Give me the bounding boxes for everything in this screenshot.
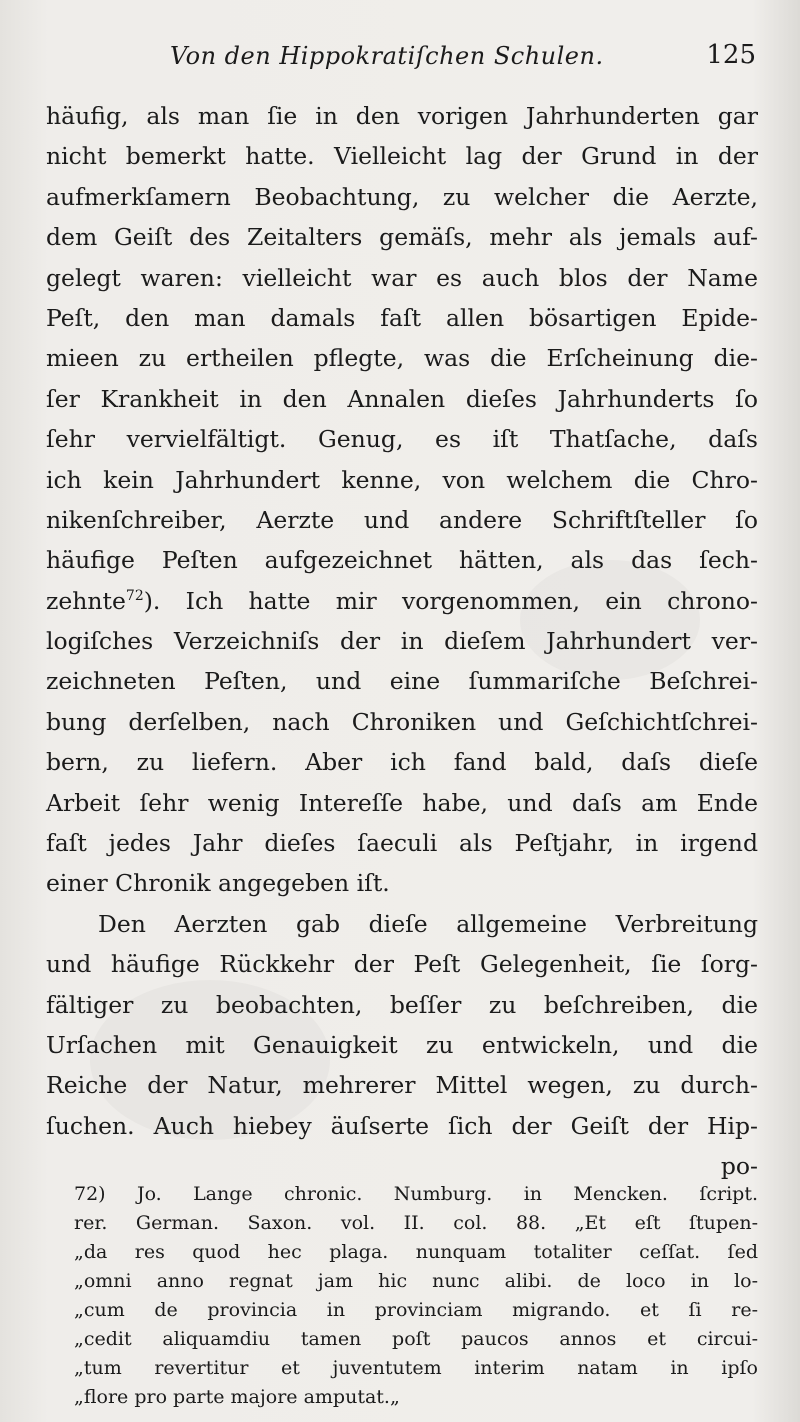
page-number: 125 (706, 40, 756, 70)
text-line: häufig, als man ſie in den vorigen Jahrhunderten gar (46, 102, 758, 130)
text-line: ſer Krankheit in den Annalen dieſes Jahrhunderts ſo (46, 384, 758, 413)
text-line: dem Geiſt des Zeitalters gemäſs, mehr als jemals auf- (46, 223, 758, 252)
text-line: nikenſchreiber, Aerzte und andere Schriftſteller ſo (46, 505, 758, 534)
footnote-line: „cum de provincia in provinciam migrando. et ſi re- (74, 1299, 758, 1321)
text-line: nicht bemerkt hatte. Vielleicht lag der Grund in der (46, 142, 758, 171)
text-line: fältiger zu beobachten, beſſer zu beſchreiben, die (46, 990, 758, 1019)
catchword: po- (720, 1152, 758, 1181)
footnote-reference: 72 (125, 587, 144, 604)
text-line: ſuchen. Auch hiebey äuſserte ſich der Geiſt der Hip- (46, 1111, 758, 1140)
text-line: gelegt waren: vielleicht war es auch blos der Name (46, 263, 758, 292)
text-line: Den Aerzten gab dieſe allgemeine Verbreitung (98, 909, 758, 938)
text-line: aufmerkſamern Beobachtung, zu welcher die Aerzte, (46, 182, 758, 211)
text-line: faſt jedes Jahr dieſes ſaeculi als Peſtjahr, in irgend (46, 829, 758, 858)
text-line: zeichneten Peſten, und eine ſummariſche Beſchrei- (46, 667, 758, 696)
running-title: Von den Hippokratiſchen Schulen. (170, 42, 604, 70)
footnote-line: „flore pro parte majore amputat.„ (74, 1386, 400, 1408)
text-line: bung derſelben, nach Chroniken und Geſchichtſchrei- (46, 707, 758, 736)
footnote-line: rer. German. Saxon. vol. II. col. 88. „Et eſt ſtupen- (74, 1212, 758, 1234)
text-line: häufige Peſten aufgezeichnet hätten, als das ſech- (46, 546, 758, 575)
text-line: Arbeit ſehr wenig Intereſſe habe, und daſs am Ende (46, 788, 758, 817)
page-header (170, 38, 760, 78)
text-line: Reiche der Natur, mehrerer Mittel wegen, zu durch- (46, 1071, 758, 1100)
text-line-with-footnote-ref (46, 581, 758, 621)
footnote-line: 72) Jo. Lange chronic. Numburg. in Mencken. ſcript. (74, 1183, 758, 1205)
text-line: bern, zu liefern. Aber ich fand bald, daſs dieſe (46, 748, 758, 777)
footnotes (46, 1180, 758, 1412)
footnote-line: „omni anno regnat jam hic nunc alibi. de loco in lo- (74, 1270, 758, 1292)
footnote-line: „cedit aliquamdiu tamen poſt paucos annos et circui- (74, 1328, 758, 1350)
footnote-line: „tum revertitur et juventutem interim natam in ipſo (74, 1357, 758, 1379)
main-text (46, 96, 758, 1187)
text-line: und häufige Rückkehr der Peſt Gelegenheit, ſie ſorg- (46, 950, 758, 979)
text-fragment: ). Ich hatte mir vorgenommen, ein chrono- (143, 586, 758, 615)
footnote-line: „da res quod hec plaga. nunquam totaliter ceſſat. ſed (74, 1241, 758, 1263)
text-line: Urſachen mit Genauigkeit zu entwickeln, und die (46, 1030, 758, 1059)
text-line: logiſches Verzeichniſs der in dieſem Jahrhundert ver- (46, 627, 758, 656)
text-fragment: zehnte (46, 586, 126, 615)
text-line: ſehr vervielfältigt. Genug, es iſt Thatſache, daſs (46, 425, 758, 454)
text-line: mieen zu ertheilen pflegte, was die Erſcheinung die- (46, 344, 758, 373)
text-line: Peſt, den man damals faſt allen bösartigen Epide- (46, 303, 758, 332)
text-line: einer Chronik angegeben iſt. (46, 869, 390, 898)
text-line: ich kein Jahrhundert kenne, von welchem die Chro- (46, 465, 758, 494)
